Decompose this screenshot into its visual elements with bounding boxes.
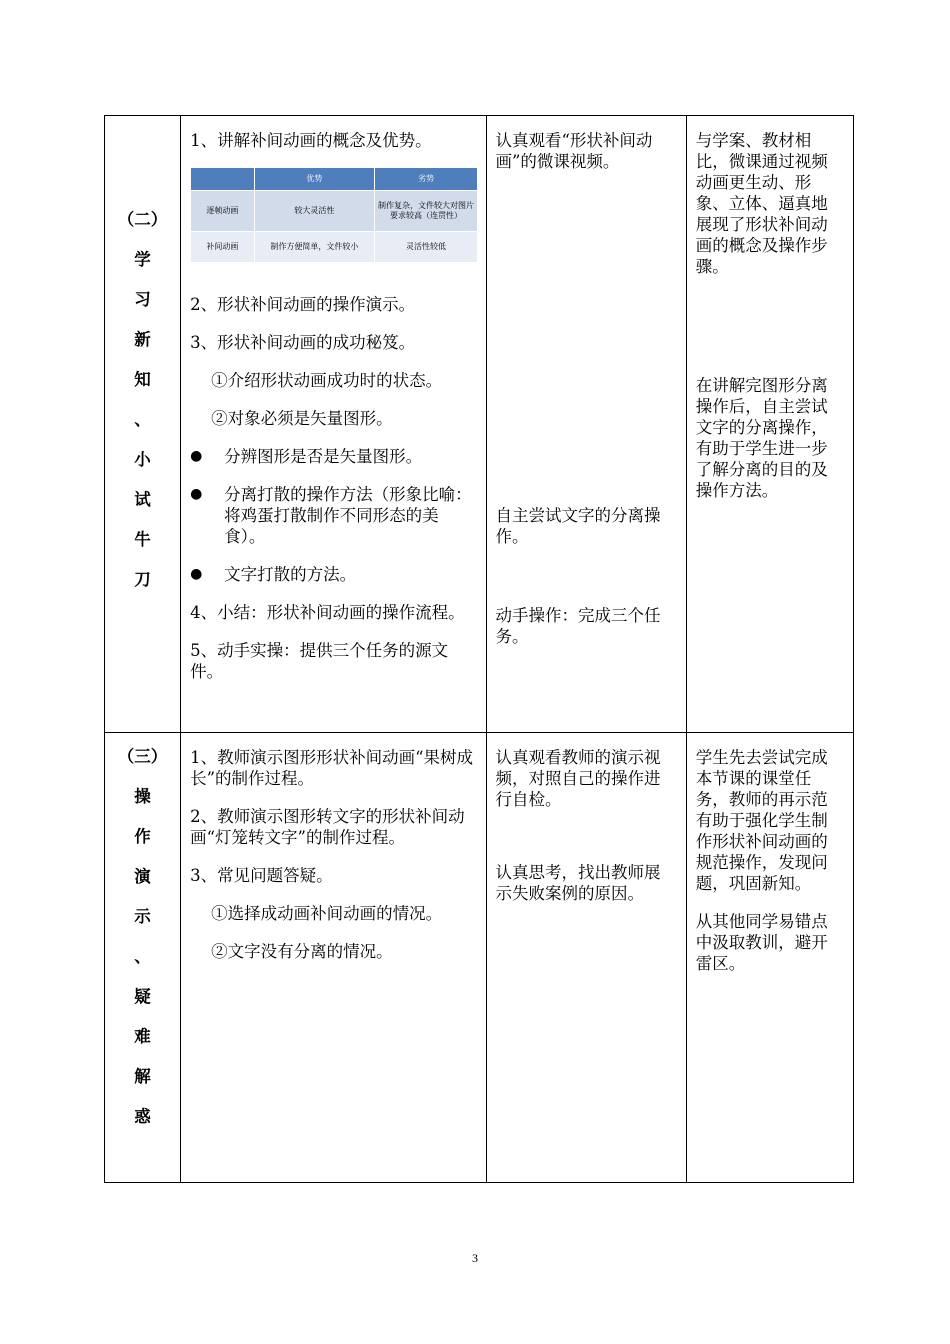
stage-char: 知 bbox=[134, 370, 151, 389]
stage-char: 牛 bbox=[134, 530, 151, 549]
design-note: 学生先去尝试完成本节课的课堂任务，教师的再示范有助于强化学生制作形状补间动画的规范操作，发现问题，巩固新知。 bbox=[695, 748, 828, 893]
comparison-header: 劣势 bbox=[375, 168, 478, 191]
comparison-header: 优势 bbox=[254, 168, 374, 191]
bullet-item: ● 分离打散的操作方法（形象比喻：将鸡蛋打散制作不同形态的美食）。 bbox=[190, 485, 472, 546]
design-note: 与学案、教材相比，微课通过视频动画更生动、形象、立体、逼真地展现了形状补间动画的概念及操作步骤。 bbox=[695, 131, 828, 276]
teacher-substep: ①介绍形状动画成功时的状态。 bbox=[211, 371, 443, 390]
student-activity: 认真观看教师的演示视频，对照自己的操作进行自检。 bbox=[495, 748, 661, 809]
student-activity: 认真思考，找出教师展示失败案例的原因。 bbox=[495, 863, 661, 903]
teacher-step: 3、常见问题答疑。 bbox=[190, 866, 333, 885]
bullet-item: ● 分辨图形是否是矢量图形。 bbox=[190, 447, 423, 466]
teacher-step: 3、形状补间动画的成功秘笈。 bbox=[190, 333, 416, 352]
comparison-cell: 较大灵活性 bbox=[254, 191, 374, 232]
lesson-plan-table bbox=[104, 115, 854, 1183]
teacher-step: 2、形状补间动画的操作演示。 bbox=[190, 295, 416, 314]
teacher-step: 5、动手实操：提供三个任务的源文件。 bbox=[190, 641, 449, 681]
stage-char: 惑 bbox=[134, 1107, 151, 1126]
stage-char: 刀 bbox=[134, 570, 151, 589]
stage-number: （三） bbox=[117, 747, 168, 766]
stage-char: 疑 bbox=[134, 987, 151, 1006]
stage-char: 作 bbox=[134, 827, 151, 846]
stage-char: 习 bbox=[134, 290, 151, 309]
teacher-substep: ②对象必须是矢量图形。 bbox=[211, 409, 393, 428]
stage-char: 小 bbox=[134, 450, 151, 469]
teacher-step: 4、小结：形状补间动画的操作流程。 bbox=[190, 603, 465, 622]
comparison-cell: 制作方便简单，文件较小 bbox=[254, 232, 374, 263]
stage-char: 演 bbox=[134, 867, 151, 886]
student-activity: 动手操作：完成三个任务。 bbox=[495, 606, 661, 646]
student-activity-cell bbox=[486, 116, 686, 733]
teacher-step: 2、教师演示图形转文字的形状补间动画“灯笼转文字”的制作过程。 bbox=[190, 807, 465, 847]
teacher-step: 1、教师演示图形形状补间动画“果树成长”的制作过程。 bbox=[190, 748, 474, 788]
stage-number: （二） bbox=[117, 210, 168, 229]
student-activity-cell bbox=[486, 733, 686, 1183]
bullet-icon: ● bbox=[190, 566, 203, 582]
teacher-substep: ①选择成动画补间动画的情况。 bbox=[211, 904, 443, 923]
stage-cell bbox=[105, 733, 181, 1183]
table-row bbox=[105, 733, 854, 1183]
stage-char: 解 bbox=[134, 1067, 151, 1086]
stage-char: 、 bbox=[134, 947, 151, 966]
design-note: 从其他同学易错点中汲取教训，避开雷区。 bbox=[695, 912, 828, 973]
comparison-cell: 灵活性较低 bbox=[375, 232, 478, 263]
teacher-step: 1、讲解补间动画的概念及优势。 bbox=[190, 131, 432, 150]
comparison-table bbox=[190, 167, 478, 263]
student-activity: 自主尝试文字的分离操作。 bbox=[495, 506, 661, 546]
bullet-item: ● 文字打散的方法。 bbox=[190, 565, 357, 584]
comparison-table-image bbox=[190, 167, 478, 263]
student-activity: 认真观看“形状补间动画”的微课视频。 bbox=[495, 131, 653, 171]
stage-char: 试 bbox=[134, 490, 151, 509]
stage-cell bbox=[105, 116, 181, 733]
comparison-cell: 制作复杂，文件较大对图片要求较高（连贯性） bbox=[375, 191, 478, 232]
stage-char: 新 bbox=[134, 330, 151, 349]
teacher-substep: ②文字没有分离的情况。 bbox=[211, 942, 393, 961]
comparison-header bbox=[191, 168, 255, 191]
comparison-cell: 逐帧动画 bbox=[191, 191, 255, 232]
stage-char: 学 bbox=[134, 250, 151, 269]
stage-char: 示 bbox=[134, 907, 151, 926]
page-number: 3 bbox=[472, 1251, 478, 1265]
stage-char: 难 bbox=[134, 1027, 151, 1046]
design-intent-cell bbox=[686, 733, 853, 1183]
stage-char: 操 bbox=[134, 787, 151, 806]
stage-char: 、 bbox=[134, 410, 151, 429]
teacher-activity-cell bbox=[181, 733, 486, 1183]
design-intent-cell bbox=[686, 116, 853, 733]
bullet-icon: ● bbox=[190, 448, 203, 464]
design-note: 在讲解完图形分离操作后，自主尝试文字的分离操作，有助于学生进一步了解分离的目的及操作方法。 bbox=[695, 376, 828, 500]
comparison-cell: 补间动画 bbox=[191, 232, 255, 263]
bullet-icon: ● bbox=[190, 486, 203, 502]
